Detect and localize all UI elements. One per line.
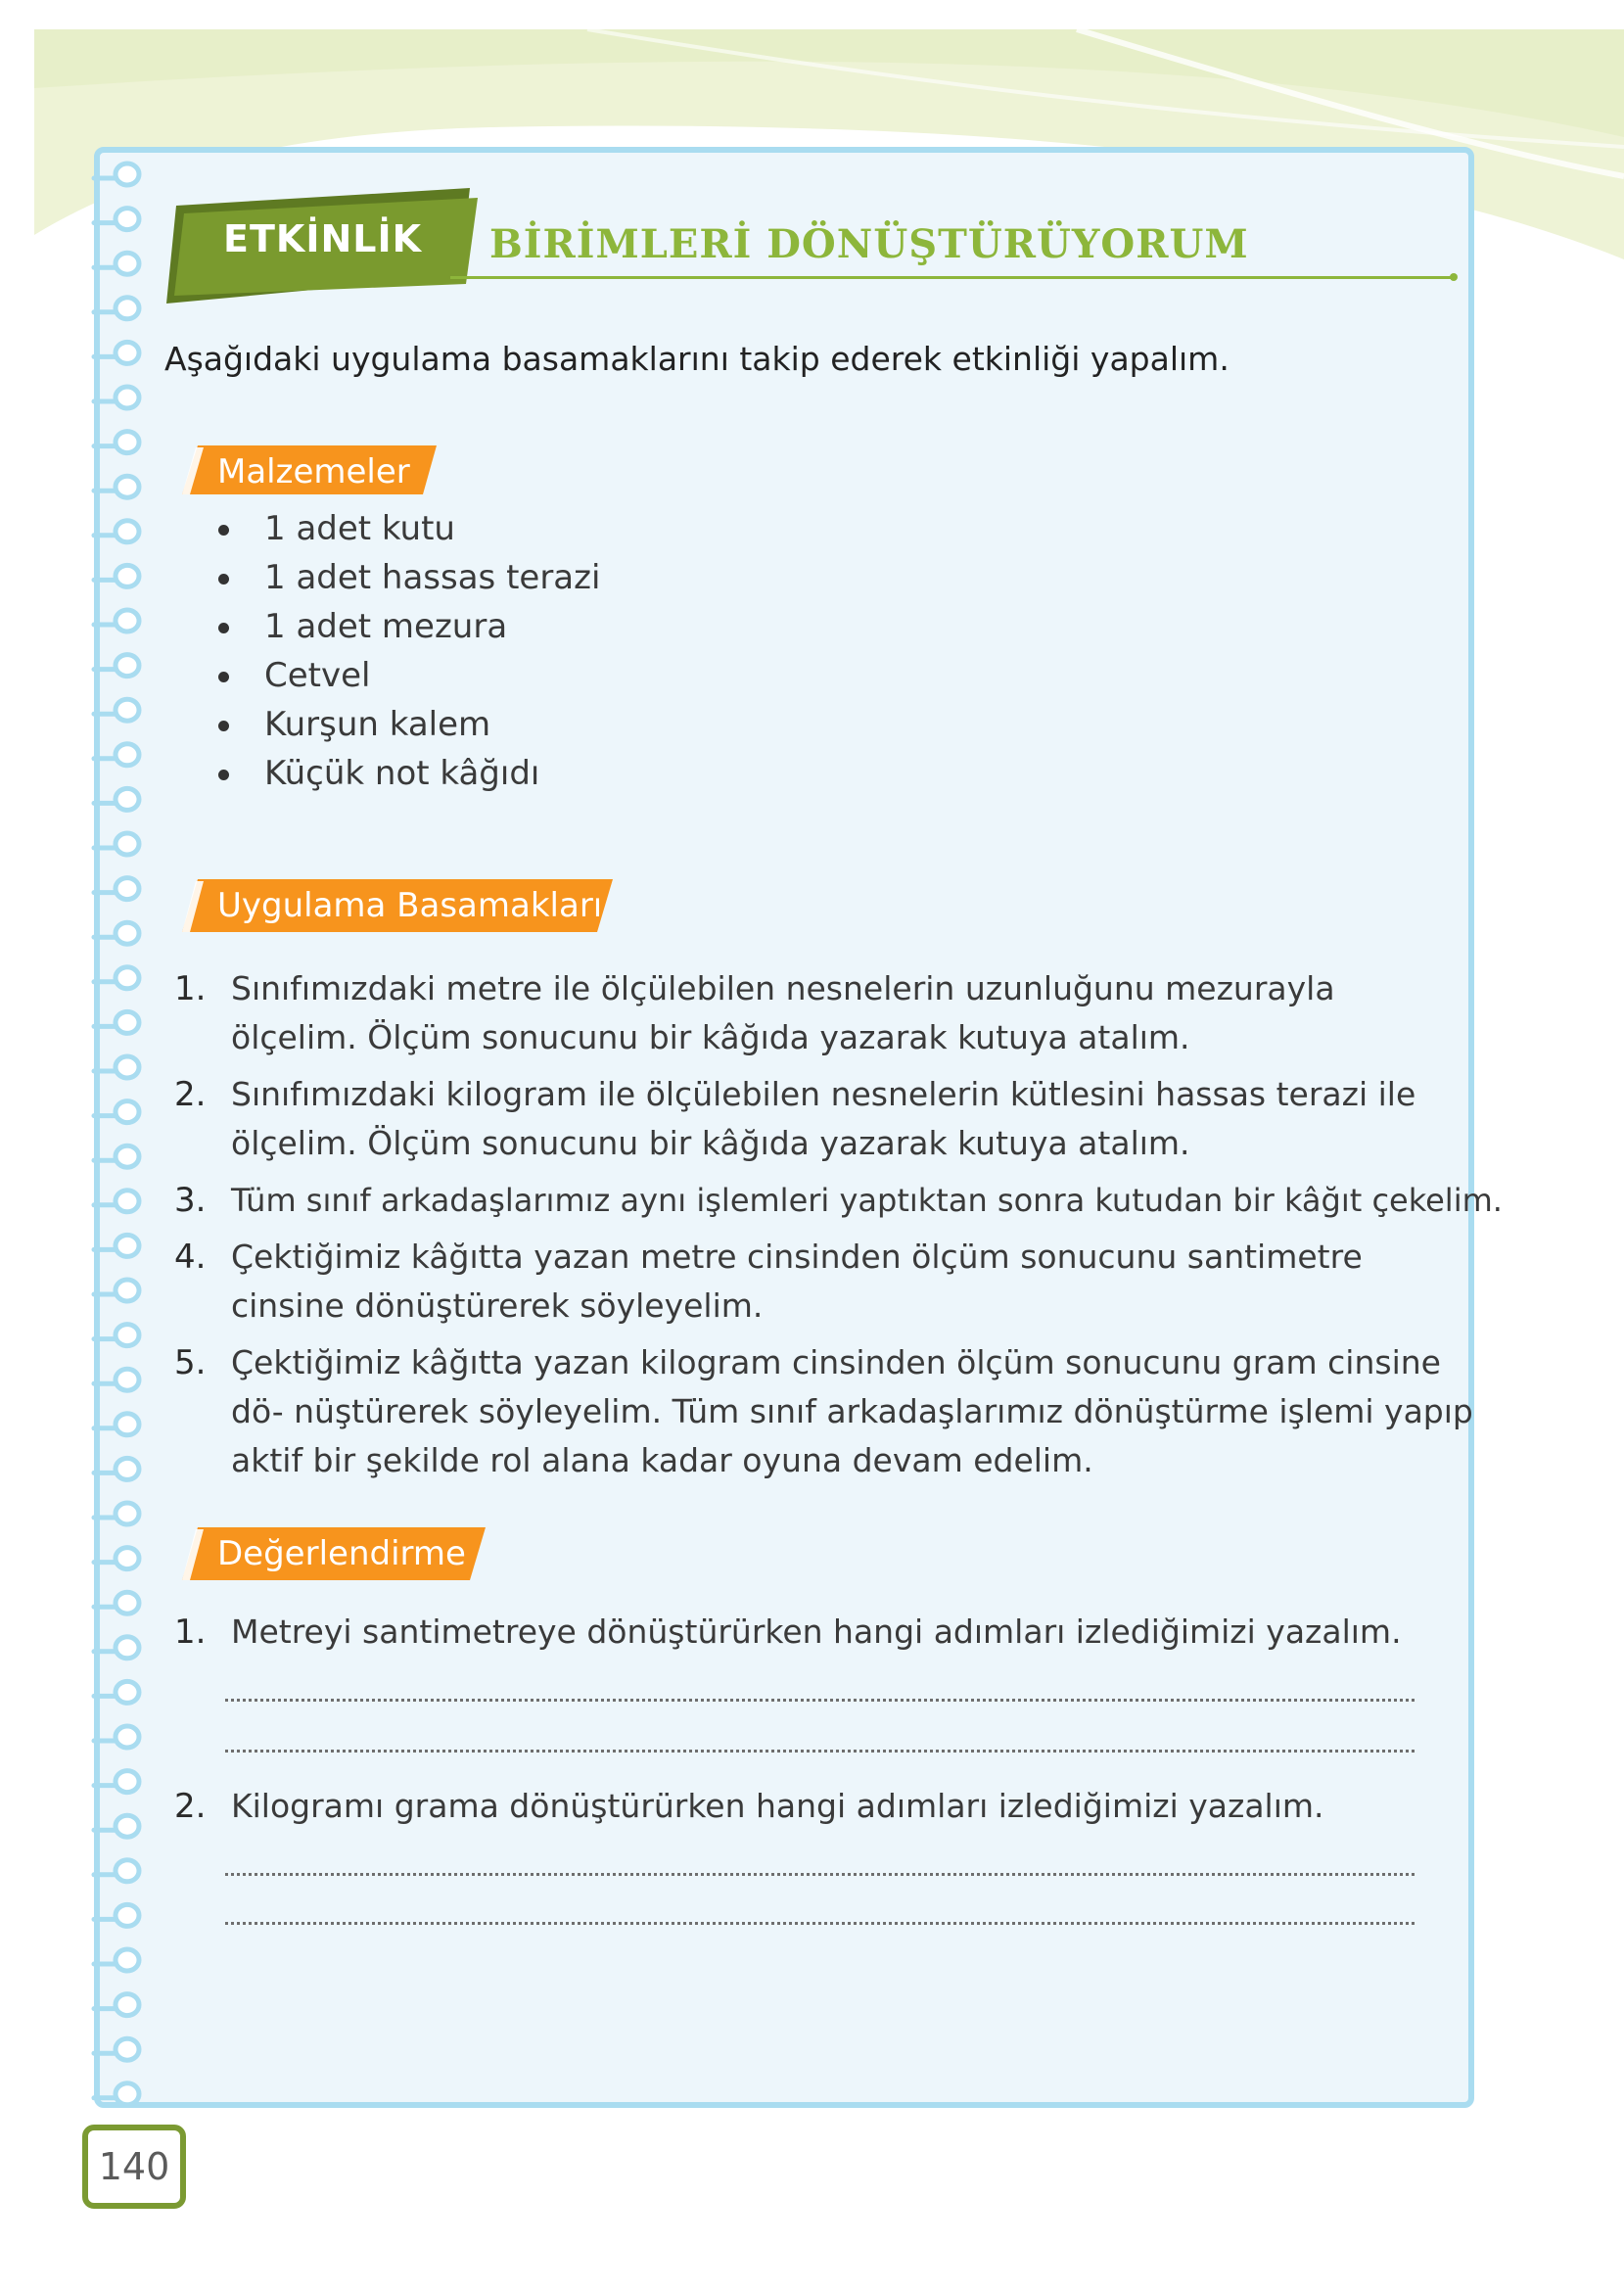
list-item: 1 adet kutu (210, 504, 600, 553)
answer-line[interactable] (225, 1922, 1415, 1925)
materials-list (210, 504, 600, 798)
list-item: Kurşun kalem (210, 700, 600, 749)
question-number: 1. (174, 1613, 207, 1652)
step-item (174, 1070, 1464, 1168)
step-number: 4. (174, 1238, 207, 1277)
page-number: 140 (82, 2125, 186, 2209)
activity-title: BİRİMLERİ DÖNÜŞTÜRÜYORUM (489, 221, 1249, 267)
activity-badge-label: ETKİNLİK (223, 217, 423, 260)
evaluation-heading-label: Değerlendirme (217, 1534, 466, 1573)
evaluation-heading (182, 1527, 486, 1578)
step-text: Tüm sınıf arkadaşlarımız aynı işlemleri yaptıktan sonra kutudan bir kâğıt çekelim. (231, 1182, 1503, 1219)
list-item: Küçük not kâğıdı (210, 749, 600, 798)
step-text: Çektiğimiz kâğıtta yazan metre cinsinden ölçüm sonucunu santimetre cinsine dönüştürerek söyleyelim. (231, 1238, 1363, 1325)
step-item (174, 1233, 1464, 1331)
materials-heading (182, 445, 437, 496)
steps-heading (182, 879, 613, 930)
step-text: Sınıfımızdaki metre ile ölçülebilen nesnelerin uzunluğunu mezurayla ölçelim. Ölçüm sonucunu bir kâğıda yazarak kutuya atalım. (231, 969, 1335, 1056)
step-number: 3. (174, 1181, 207, 1220)
header-underline (450, 276, 1454, 279)
step-item (174, 1338, 1494, 1485)
list-item: Cetvel (210, 651, 600, 700)
question-text: Kilogramı grama dönüştürürken hangi adımları izlediğimizi yazalım. (231, 1787, 1324, 1825)
step-number: 5. (174, 1343, 207, 1382)
step-number: 1. (174, 969, 207, 1008)
activity-header (166, 186, 1459, 313)
question-number: 2. (174, 1787, 207, 1826)
answer-line[interactable] (225, 1699, 1415, 1702)
step-text: Çektiğimiz kâğıtta yazan kilogram cinsinden ölçüm sonucunu gram cinsine dö- nüştürerek söyleyelim. Tüm sınıf arkadaşlarımız dönüştürme işlemi yapıp aktif bir şekilde rol alana kadar oyuna devam edelim. (231, 1343, 1473, 1479)
list-item: 1 adet hassas terazi (210, 553, 600, 602)
answer-line[interactable] (225, 1750, 1415, 1753)
evaluation-question-2 (174, 1782, 1324, 1831)
list-item: 1 adet mezura (210, 602, 600, 651)
step-text: Sınıfımızdaki kilogram ile ölçülebilen nesnelerin kütlesini hassas terazi ile ölçelim. Ölçüm sonucunu bir kâğıda yazarak kutuya atalım. (231, 1075, 1416, 1162)
step-item (174, 1176, 1523, 1225)
question-text: Metreyi santimetreye dönüştürürken hangi adımları izlediğimizi yazalım. (231, 1613, 1402, 1651)
step-item (174, 964, 1435, 1062)
steps-heading-label: Uygulama Basamakları (217, 886, 603, 925)
step-number: 2. (174, 1075, 207, 1114)
materials-heading-label: Malzemeler (217, 452, 410, 491)
spiral-binding-icon (88, 157, 157, 2105)
header-underline-dot (1450, 273, 1458, 281)
intro-text: Aşağıdaki uygulama basamaklarını takip ederek etkinliği yapalım. (164, 340, 1230, 378)
evaluation-question-1 (174, 1608, 1402, 1657)
answer-line[interactable] (225, 1873, 1415, 1876)
steps-list (174, 964, 1503, 1493)
